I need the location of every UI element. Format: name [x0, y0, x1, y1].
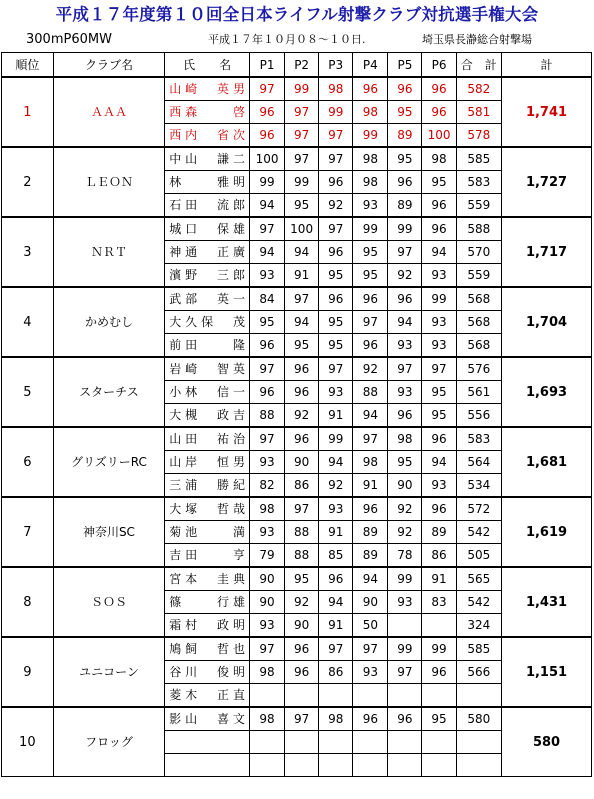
series-score: 89 [388, 194, 422, 218]
series-score: 99 [388, 217, 422, 241]
results-table [1, 52, 592, 777]
series-score: 91 [285, 264, 319, 288]
series-score: 97 [249, 77, 284, 101]
col-header: P1 [249, 53, 284, 78]
series-score [422, 754, 456, 777]
series-score: 96 [319, 241, 353, 264]
series-score: 96 [285, 357, 319, 381]
series-score: 98 [353, 451, 388, 474]
series-score: 88 [285, 521, 319, 544]
shooter-sum: 559 [456, 264, 501, 288]
series-score: 97 [319, 637, 353, 661]
series-score: 96 [353, 707, 388, 731]
series-score: 86 [319, 661, 353, 684]
rank-cell: 8 [2, 567, 54, 637]
series-score: 98 [353, 101, 388, 124]
club-cell: ユニコーン [53, 637, 165, 707]
series-score: 95 [388, 101, 422, 124]
series-score: 98 [249, 661, 284, 684]
series-score: 92 [388, 521, 422, 544]
series-score: 92 [319, 474, 353, 498]
series-score: 93 [249, 264, 284, 288]
shooter-sum: 566 [456, 661, 501, 684]
team-total: 1,741 [502, 77, 592, 147]
series-score: 98 [249, 497, 284, 521]
club-cell: 神奈川SC [53, 497, 165, 567]
shooter-sum: 582 [456, 77, 501, 101]
series-score: 90 [249, 567, 284, 591]
series-score: 99 [388, 567, 422, 591]
rank-cell: 9 [2, 637, 54, 707]
series-score: 92 [319, 194, 353, 218]
series-score: 97 [249, 427, 284, 451]
series-score: 97 [285, 124, 319, 148]
rank-cell: 6 [2, 427, 54, 497]
series-score: 96 [285, 637, 319, 661]
series-score: 96 [319, 567, 353, 591]
series-score: 96 [422, 77, 456, 101]
shooter-sum: 585 [456, 147, 501, 171]
series-score: 95 [319, 264, 353, 288]
series-score: 98 [422, 147, 456, 171]
shooter-sum: 565 [456, 567, 501, 591]
shooter-sum: 556 [456, 404, 501, 428]
series-score: 97 [388, 241, 422, 264]
series-score: 94 [422, 451, 456, 474]
series-score: 93 [388, 591, 422, 614]
series-score: 50 [353, 614, 388, 638]
team-total: 1,151 [502, 637, 592, 707]
shooter-name: 大久保 茂 [165, 311, 250, 334]
series-score: 92 [353, 357, 388, 381]
shooter-name: 濱野 三郎 [165, 264, 250, 288]
series-score [353, 731, 388, 754]
series-score: 85 [319, 544, 353, 568]
series-score: 97 [388, 357, 422, 381]
series-score: 86 [285, 474, 319, 498]
event-label: 300mP60MW [26, 32, 112, 47]
series-score [388, 684, 422, 708]
series-score: 92 [285, 591, 319, 614]
shooter-name: 前田 隆 [165, 334, 250, 358]
col-header: P6 [422, 53, 456, 78]
series-score: 96 [285, 381, 319, 404]
series-score: 95 [422, 171, 456, 194]
series-score: 97 [353, 637, 388, 661]
shooter-sum: 578 [456, 124, 501, 148]
series-score: 94 [388, 311, 422, 334]
series-score: 90 [353, 591, 388, 614]
series-score: 99 [422, 287, 456, 311]
series-score: 96 [388, 707, 422, 731]
shooter-sum: 570 [456, 241, 501, 264]
club-cell: スターチス [53, 357, 165, 427]
series-score: 93 [422, 334, 456, 358]
shooter-sum: 568 [456, 311, 501, 334]
shooter-name: 山崎 英男 [165, 77, 250, 101]
series-score: 82 [249, 474, 284, 498]
series-score: 95 [285, 194, 319, 218]
club-cell: フロッグ [53, 707, 165, 777]
shooter-sum: 542 [456, 591, 501, 614]
series-score [388, 754, 422, 777]
series-score: 95 [388, 147, 422, 171]
series-score: 91 [319, 614, 353, 638]
shooter-sum: 559 [456, 194, 501, 218]
table-row [2, 287, 592, 311]
shooter-sum [456, 754, 501, 777]
club-cell: ＮＲＴ [53, 217, 165, 287]
series-score: 94 [249, 194, 284, 218]
shooter-sum [456, 684, 501, 708]
shooter-name: 宮本 圭典 [165, 567, 250, 591]
series-score: 93 [388, 381, 422, 404]
series-score: 93 [422, 264, 456, 288]
shooter-sum: 568 [456, 334, 501, 358]
series-score: 89 [353, 544, 388, 568]
series-score: 96 [249, 334, 284, 358]
series-score: 93 [353, 661, 388, 684]
series-score [319, 731, 353, 754]
col-header: 合 計 [456, 53, 501, 78]
shooter-name: 菱木 正直 [165, 684, 250, 708]
shooter-name: 神通 正廣 [165, 241, 250, 264]
series-score: 93 [249, 521, 284, 544]
col-header: 計 [502, 53, 592, 78]
series-score: 89 [388, 124, 422, 148]
series-score: 97 [249, 637, 284, 661]
rank-cell: 1 [2, 77, 54, 147]
series-score: 94 [319, 591, 353, 614]
series-score [285, 754, 319, 777]
rank-cell: 10 [2, 707, 54, 777]
series-score: 93 [319, 497, 353, 521]
shooter-name: 岩崎 智英 [165, 357, 250, 381]
series-score: 96 [388, 171, 422, 194]
series-score: 96 [422, 194, 456, 218]
shooter-sum: 583 [456, 171, 501, 194]
series-score [285, 684, 319, 708]
series-score: 97 [353, 427, 388, 451]
page-title: 平成１７年度第１０回全日本ライフル射撃クラブ対抗選手権大会 [55, 5, 539, 24]
shooter-name: 篠 行雄 [165, 591, 250, 614]
series-score: 94 [353, 567, 388, 591]
shooter-name: 城口 保雄 [165, 217, 250, 241]
shooter-name: 鳩飼 哲也 [165, 637, 250, 661]
team-total: 1,693 [502, 357, 592, 427]
series-score: 98 [249, 707, 284, 731]
table-row [2, 567, 592, 591]
series-score: 98 [388, 427, 422, 451]
rank-cell: 4 [2, 287, 54, 357]
table-row [2, 217, 592, 241]
table-row [2, 497, 592, 521]
series-score: 78 [388, 544, 422, 568]
team-total: 1,727 [502, 147, 592, 217]
shooter-sum: 585 [456, 637, 501, 661]
series-score: 84 [249, 287, 284, 311]
series-score: 96 [422, 217, 456, 241]
shooter-name [165, 754, 250, 777]
series-score [422, 684, 456, 708]
series-score: 99 [285, 77, 319, 101]
col-header: P2 [285, 53, 319, 78]
series-score: 97 [319, 124, 353, 148]
shooter-name: 大槻 政吉 [165, 404, 250, 428]
shooter-name: 大塚 哲哉 [165, 497, 250, 521]
table-row [2, 637, 592, 661]
series-score: 97 [285, 497, 319, 521]
series-score: 90 [388, 474, 422, 498]
series-score: 92 [388, 264, 422, 288]
shooter-name [165, 731, 250, 754]
series-score: 97 [249, 357, 284, 381]
shooter-sum: 564 [456, 451, 501, 474]
series-score: 88 [285, 544, 319, 568]
series-score: 90 [285, 451, 319, 474]
series-score: 88 [353, 381, 388, 404]
series-score: 97 [422, 357, 456, 381]
series-score [249, 754, 284, 777]
series-score [319, 754, 353, 777]
series-score: 99 [353, 217, 388, 241]
series-score: 91 [319, 521, 353, 544]
shooter-sum: 583 [456, 427, 501, 451]
series-score: 91 [319, 404, 353, 428]
series-score [388, 731, 422, 754]
series-score: 97 [249, 217, 284, 241]
series-score: 88 [249, 404, 284, 428]
series-score: 91 [422, 567, 456, 591]
series-score: 94 [353, 404, 388, 428]
series-score: 90 [249, 591, 284, 614]
series-score: 96 [249, 101, 284, 124]
shooter-name: 菊池 満 [165, 521, 250, 544]
series-score: 95 [285, 567, 319, 591]
series-score: 99 [249, 171, 284, 194]
series-score: 100 [285, 217, 319, 241]
series-score: 99 [422, 637, 456, 661]
shooter-sum: 542 [456, 521, 501, 544]
series-score: 98 [319, 707, 353, 731]
series-score: 96 [285, 661, 319, 684]
shooter-sum: 581 [456, 101, 501, 124]
series-score: 91 [353, 474, 388, 498]
col-header: 順位 [2, 53, 54, 78]
col-header: P5 [388, 53, 422, 78]
series-score: 89 [353, 521, 388, 544]
series-score: 99 [353, 124, 388, 148]
series-score: 94 [319, 451, 353, 474]
series-score: 97 [285, 287, 319, 311]
series-score: 96 [422, 497, 456, 521]
team-total: 580 [502, 707, 592, 777]
series-score [422, 614, 456, 638]
series-score: 93 [422, 474, 456, 498]
shooter-sum: 576 [456, 357, 501, 381]
series-score: 96 [388, 404, 422, 428]
col-header: 氏 名 [165, 53, 250, 78]
club-cell: グリズリーRC [53, 427, 165, 497]
team-total: 1,431 [502, 567, 592, 637]
series-score: 92 [285, 404, 319, 428]
series-score: 96 [353, 77, 388, 101]
table-row [2, 77, 592, 101]
series-score: 83 [422, 591, 456, 614]
shooter-name: 谷川 俊明 [165, 661, 250, 684]
series-score: 95 [285, 334, 319, 358]
rank-cell: 3 [2, 217, 54, 287]
series-score: 89 [422, 521, 456, 544]
series-score: 98 [353, 147, 388, 171]
shooter-name: 西内 省次 [165, 124, 250, 148]
series-score: 98 [319, 77, 353, 101]
series-score: 93 [422, 311, 456, 334]
shooter-name: 小林 信一 [165, 381, 250, 404]
shooter-name: 霜村 政明 [165, 614, 250, 638]
shooter-name: 林 雅明 [165, 171, 250, 194]
table-row [2, 357, 592, 381]
series-score [319, 684, 353, 708]
shooter-name: 三浦 勝紀 [165, 474, 250, 498]
series-score [388, 614, 422, 638]
series-score: 96 [388, 77, 422, 101]
shooter-name: 吉田 亨 [165, 544, 250, 568]
shooter-name: 武部 英一 [165, 287, 250, 311]
series-score: 94 [285, 311, 319, 334]
series-score [353, 684, 388, 708]
series-score: 97 [319, 217, 353, 241]
table-row [2, 707, 592, 731]
col-header: P4 [353, 53, 388, 78]
event-venue: 埼玉県長瀞総合射撃場 [422, 33, 532, 46]
rank-cell: 5 [2, 357, 54, 427]
series-score: 99 [319, 101, 353, 124]
event-date: 平成１７年１０月０８～１０日. [208, 33, 366, 46]
series-score: 98 [353, 171, 388, 194]
shooter-name: 西森 啓 [165, 101, 250, 124]
shooter-name: 影山 喜文 [165, 707, 250, 731]
series-score [422, 731, 456, 754]
series-score: 93 [353, 194, 388, 218]
team-total: 1,717 [502, 217, 592, 287]
series-score: 96 [422, 427, 456, 451]
series-score: 95 [388, 451, 422, 474]
club-cell: かめむし [53, 287, 165, 357]
series-score: 95 [319, 311, 353, 334]
series-score: 96 [249, 381, 284, 404]
table-row [2, 147, 592, 171]
series-score: 95 [319, 334, 353, 358]
shooter-sum: 588 [456, 217, 501, 241]
series-score: 99 [388, 637, 422, 661]
series-score: 90 [285, 614, 319, 638]
series-score: 92 [388, 497, 422, 521]
shooter-sum: 324 [456, 614, 501, 638]
series-score [249, 731, 284, 754]
table-row [2, 427, 592, 451]
series-score: 96 [319, 287, 353, 311]
series-score: 94 [285, 241, 319, 264]
series-score: 96 [422, 661, 456, 684]
series-score: 96 [353, 287, 388, 311]
series-score: 100 [249, 147, 284, 171]
team-total: 1,619 [502, 497, 592, 567]
shooter-sum: 572 [456, 497, 501, 521]
series-score: 86 [422, 544, 456, 568]
series-score: 95 [353, 264, 388, 288]
series-score: 95 [353, 241, 388, 264]
team-total: 1,704 [502, 287, 592, 357]
series-score: 97 [353, 311, 388, 334]
series-score: 96 [249, 124, 284, 148]
series-score: 95 [422, 381, 456, 404]
series-score: 96 [353, 334, 388, 358]
shooter-name: 山岸 恒男 [165, 451, 250, 474]
series-score: 93 [388, 334, 422, 358]
club-cell: ＡＡＡ [53, 77, 165, 147]
shooter-sum: 580 [456, 707, 501, 731]
series-score: 94 [249, 241, 284, 264]
shooter-sum: 505 [456, 544, 501, 568]
series-score: 97 [388, 661, 422, 684]
col-header: P3 [319, 53, 353, 78]
series-score: 93 [249, 614, 284, 638]
series-score: 100 [422, 124, 456, 148]
shooter-name: 中山 謙二 [165, 147, 250, 171]
shooter-sum [456, 731, 501, 754]
team-total: 1,681 [502, 427, 592, 497]
series-score: 97 [319, 147, 353, 171]
series-score: 97 [285, 707, 319, 731]
series-score [353, 754, 388, 777]
club-cell: ＳＯＳ [53, 567, 165, 637]
series-score: 97 [319, 357, 353, 381]
series-score: 96 [388, 287, 422, 311]
series-score: 95 [422, 404, 456, 428]
series-score: 97 [285, 147, 319, 171]
series-score: 79 [249, 544, 284, 568]
series-score: 96 [422, 101, 456, 124]
club-cell: ＬＥＯＮ [53, 147, 165, 217]
rank-cell: 7 [2, 497, 54, 567]
series-score: 96 [353, 497, 388, 521]
series-score [285, 731, 319, 754]
series-score: 99 [319, 427, 353, 451]
rank-cell: 2 [2, 147, 54, 217]
results-body [2, 77, 592, 777]
series-score: 97 [285, 101, 319, 124]
shooter-sum: 534 [456, 474, 501, 498]
series-score: 99 [285, 171, 319, 194]
header-row [2, 53, 592, 78]
shooter-name: 石田 流郎 [165, 194, 250, 218]
series-score: 96 [285, 427, 319, 451]
series-score: 95 [422, 707, 456, 731]
series-score: 93 [249, 451, 284, 474]
series-score: 96 [319, 171, 353, 194]
series-score: 95 [249, 311, 284, 334]
shooter-sum: 561 [456, 381, 501, 404]
shooter-sum: 568 [456, 287, 501, 311]
series-score: 94 [422, 241, 456, 264]
series-score [249, 684, 284, 708]
series-score: 93 [319, 381, 353, 404]
col-header: クラブ名 [53, 53, 165, 78]
shooter-name: 山田 祐治 [165, 427, 250, 451]
